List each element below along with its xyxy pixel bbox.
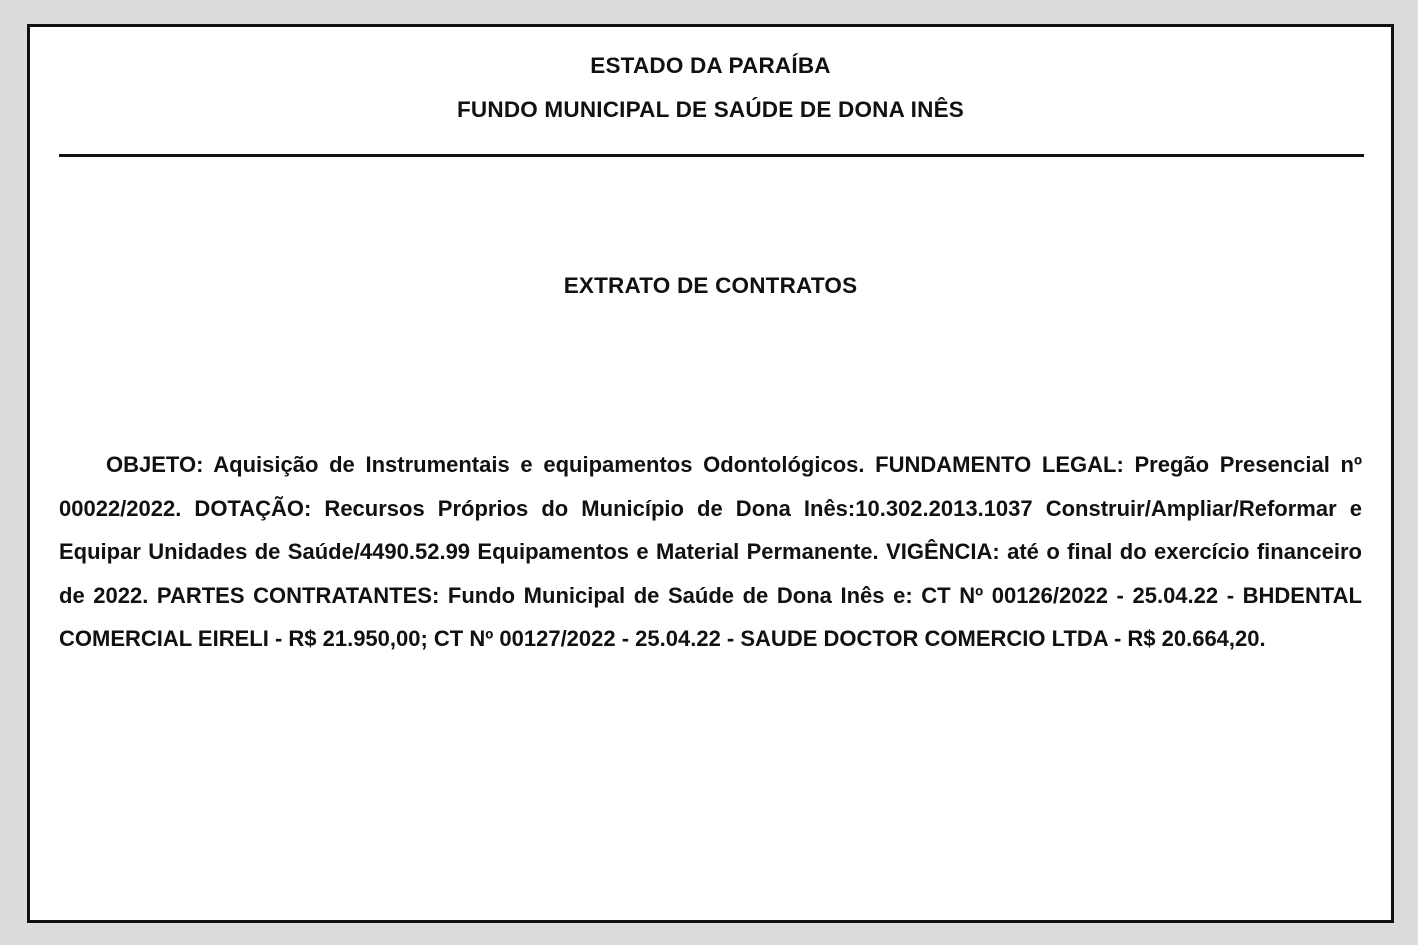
state-name: ESTADO DA PARAÍBA bbox=[590, 53, 831, 78]
contract-extract-body: OBJETO: Aquisição de Instrumentais e equipamentos Odontológicos. FUNDAMENTO LEGAL: Pregão Presencial nº 00022/2022. DOTAÇÃO: Recursos Próprios do Município de Dona Inês:10.302.2013.1037 Construir/Ampliar/Reformar e Equipar Unidades de Saúde/4490.52.99 Equipamentos e Material Permanente. VIGÊNCIA: até o final do exercício financeiro de 2022. PARTES CONTRATANTES: Fundo Municipal de Saúde de Dona Inês e: CT Nº 00126/2022 - 25.04.22 - BHDENTAL COMERCIAL EIRELI - R$ 21.950,00; CT Nº 00127/2022 - 25.04.22 - SAUDE DOCTOR COMERCIO LTDA - R$ 20.664,20. bbox=[59, 452, 1362, 652]
document-title: EXTRATO DE CONTRATOS bbox=[563, 273, 858, 298]
notice-frame bbox=[27, 24, 1394, 923]
header-divider bbox=[59, 154, 1364, 157]
agency-name: FUNDO MUNICIPAL DE SAÚDE DE DONA INÊS bbox=[456, 97, 964, 122]
